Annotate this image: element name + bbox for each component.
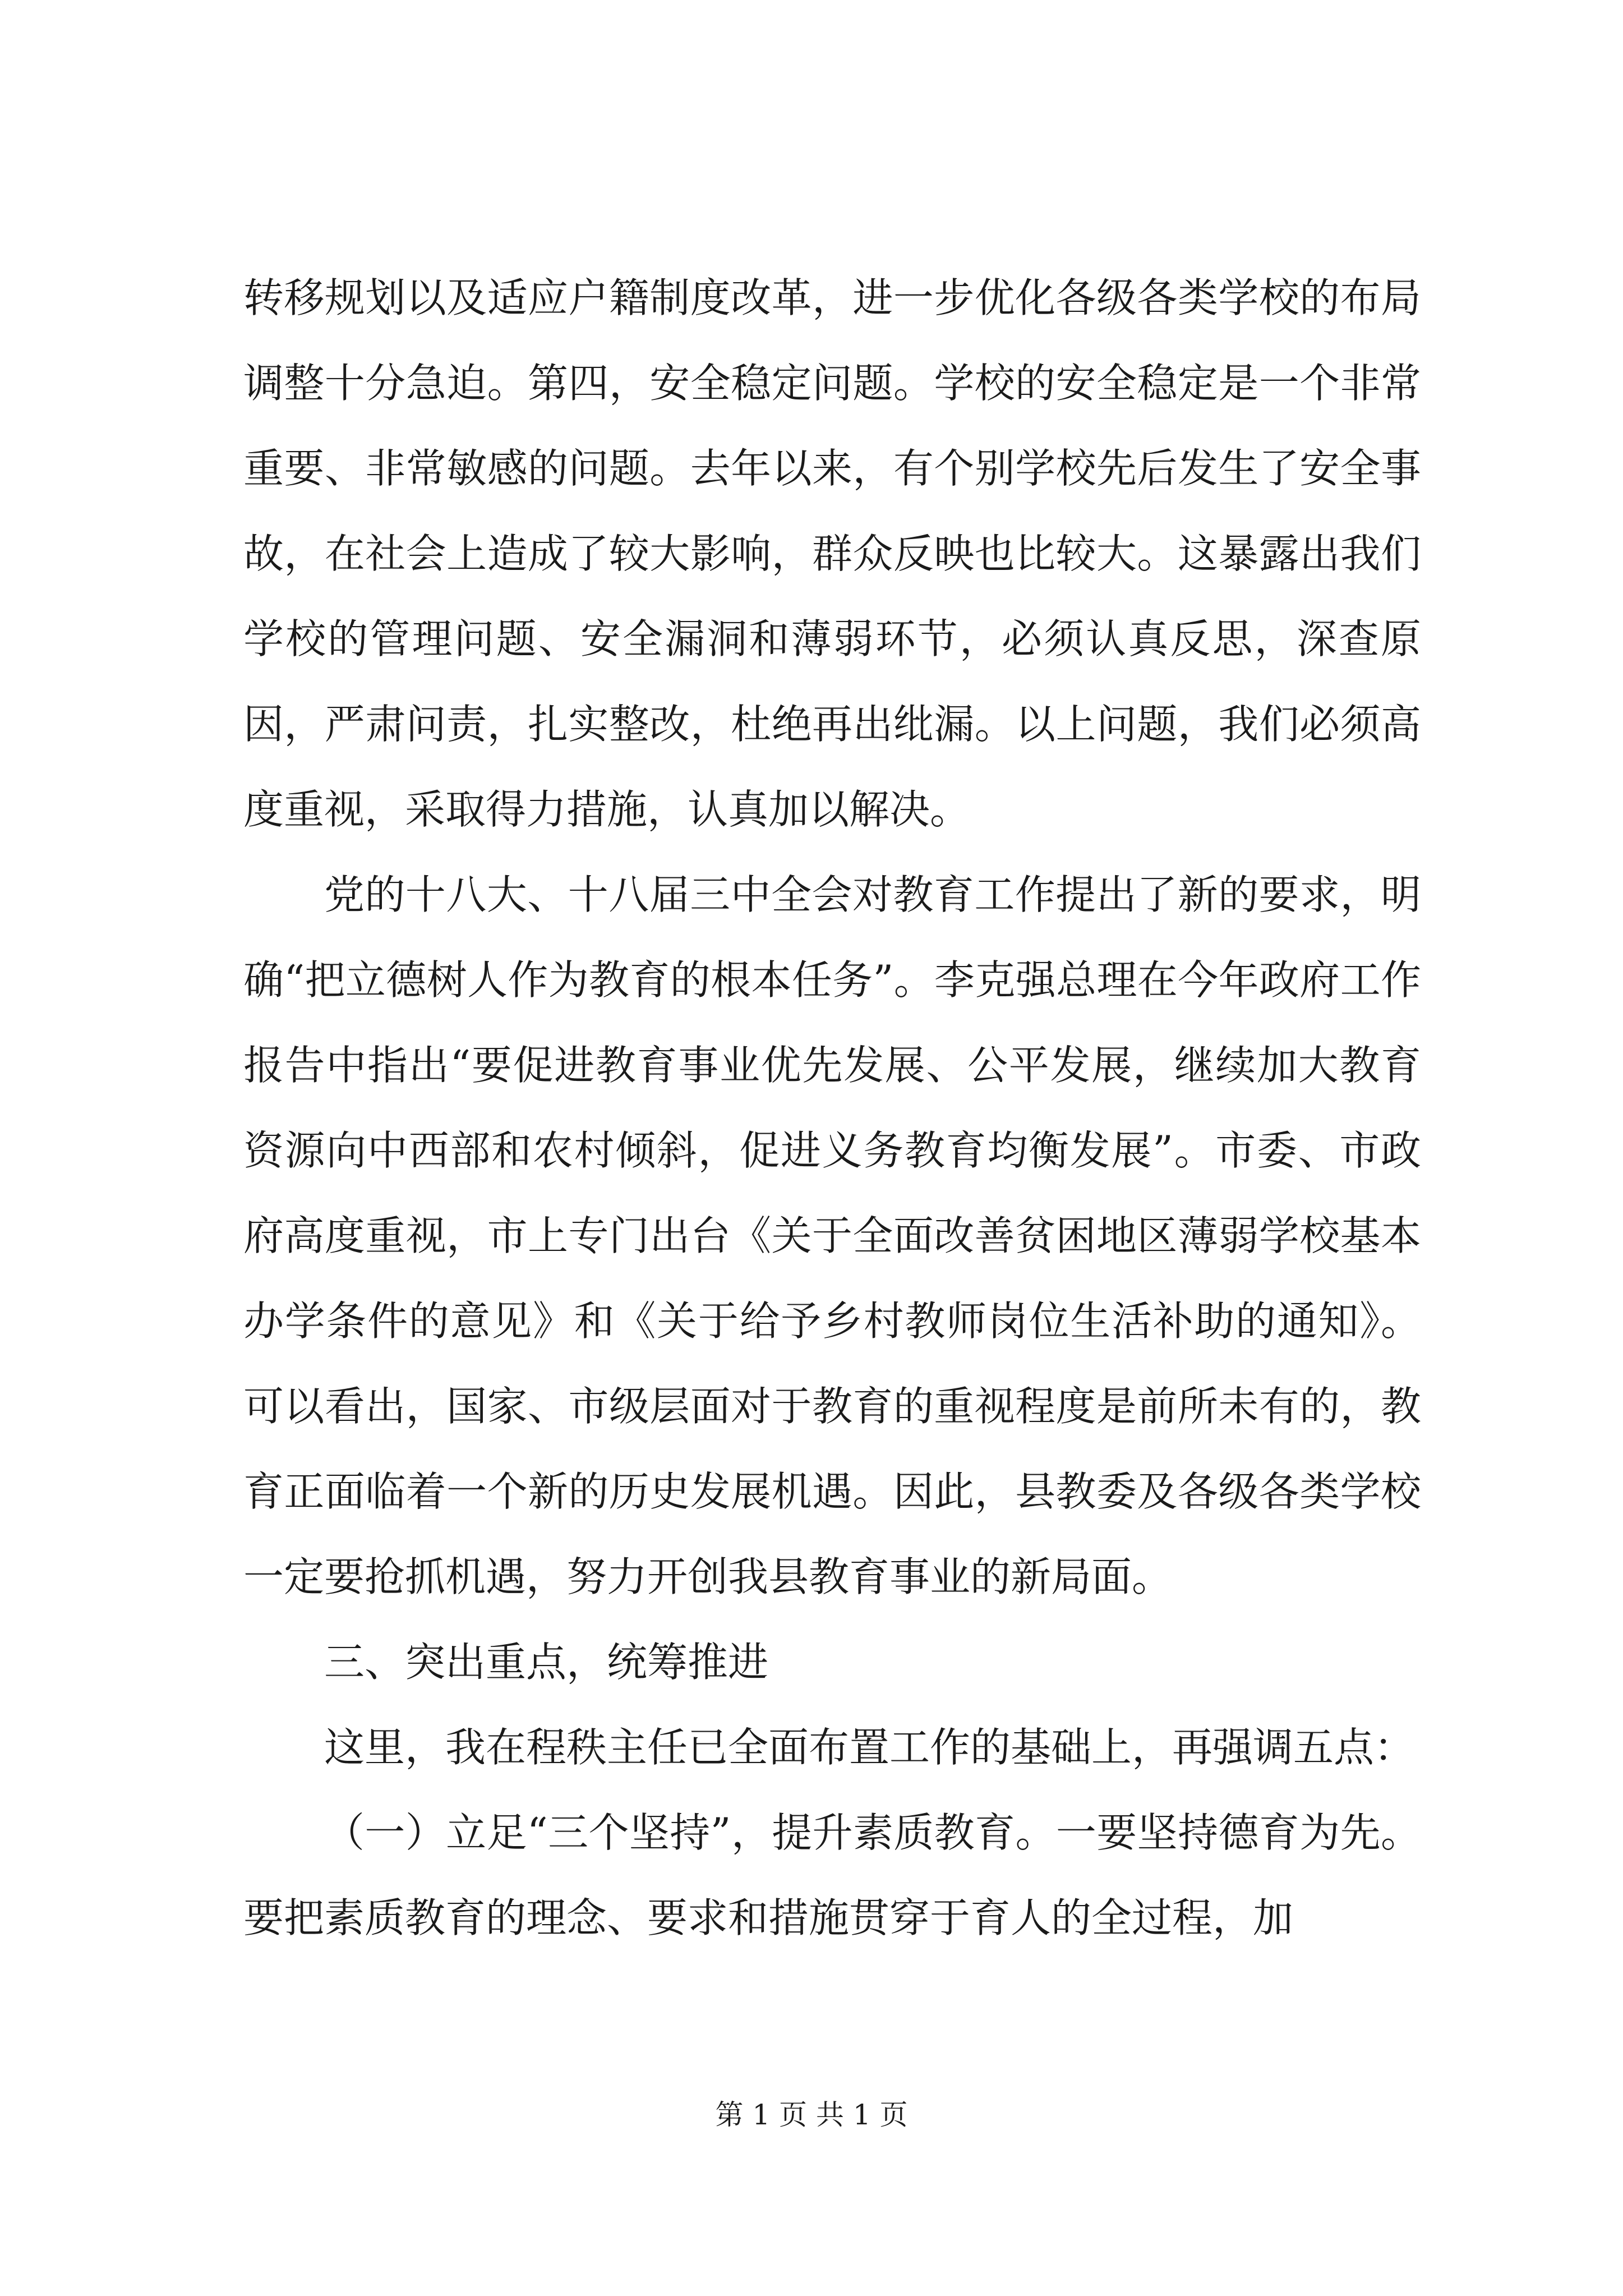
paragraph-3: 这里，我在程秩主任已全面布置工作的基础上，再强调五点： [324,1724,1415,1771]
document-body [243,255,1421,1961]
section-heading: 三、突出重点，统筹推进 [324,1639,769,1686]
paragraph-4: （一）立足“三个坚持”，提升素质教育。一要坚持德育为先。要把素质教育的理念、要求和措施贯穿于育人的全过程，加 [243,1809,1421,1941]
page-footer: 第 1 页 共 1 页 [715,2099,908,2131]
paragraph-2: 党的十八大、十八届三中全会对教育工作提出了新的要求，明确“把立德树人作为教育的根本任务”。李克强总理在今年政府工作报告中指出“要促进教育事业优先发展、公平发展，继续加大教育资源向中西部和农村倾斜，促进义务教育均衡发展”。市委、市政府高度重视，市上专门出台《关于全面改善贫困地区薄弱学校基本办学条件的意见》和《关于给予乡村教师岗位生活补助的通知》。可以看出，国家、市级层面对于教育的重视程度是前所未有的，教育正面临着一个新的历史发展机遇。因此，县教委及各级各类学校一定要抢抓机遇，努力开创我县教育事业的新局面。 [243,871,1421,1600]
paragraph-1: 转移规划以及适应户籍制度改革，进一步优化各级各类学校的布局调整十分急迫。第四，安全稳定问题。学校的安全稳定是一个非常重要、非常敏感的问题。去年以来，有个别学校先后发生了安全事故，在社会上造成了较大影响，群众反映也比较大。这暴露出我们学校的管理问题、安全漏洞和薄弱环节，必须认真反思，深查原因，严肃问责，扎实整改，杜绝再出纰漏。以上问题，我们必须高度重视，采取得力措施，认真加以解决。 [243,274,1421,833]
